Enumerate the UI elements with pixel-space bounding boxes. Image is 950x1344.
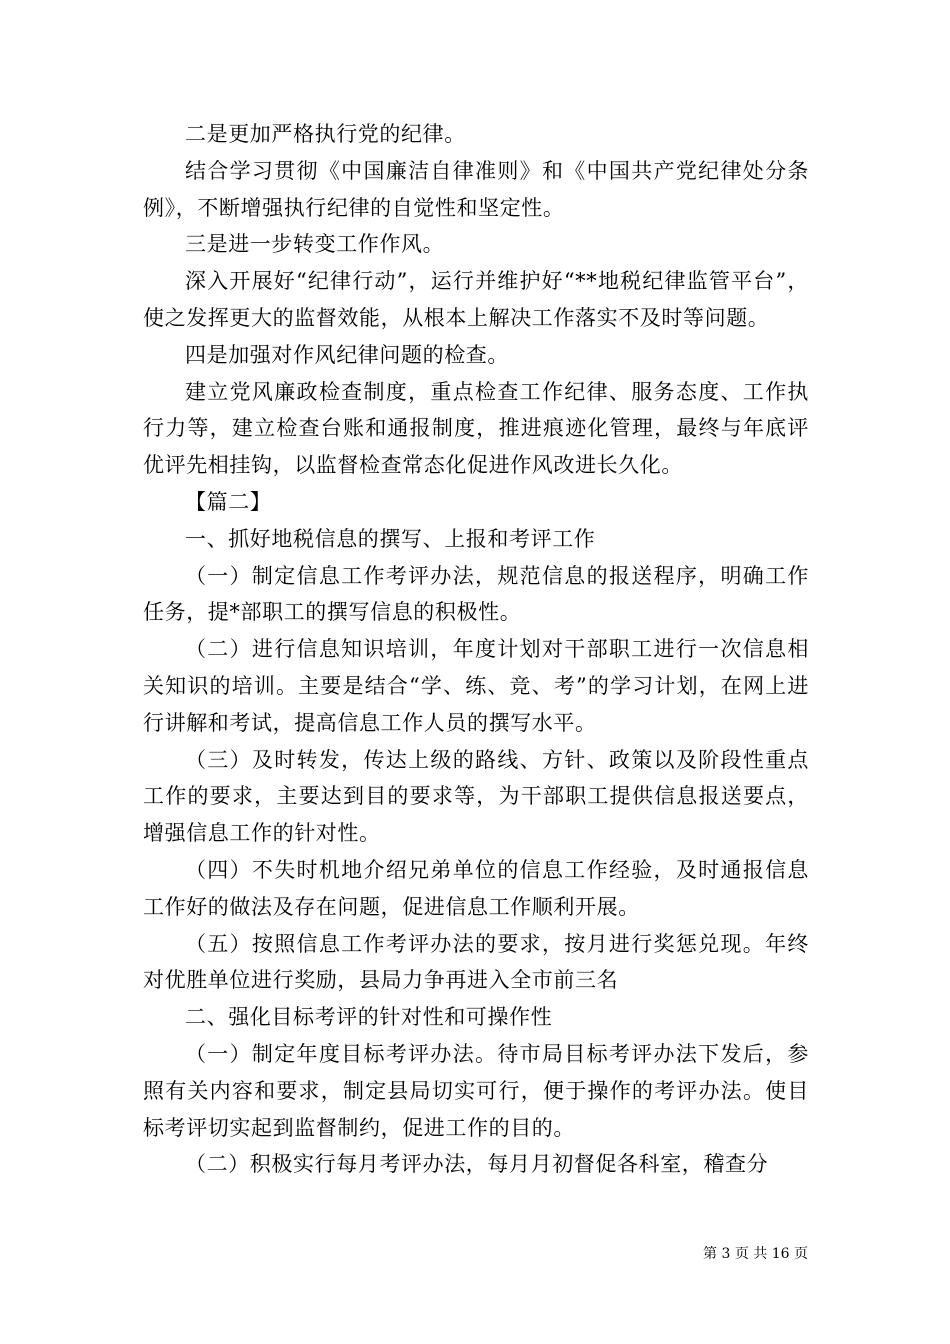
section-heading: 【篇二】 [185,489,272,514]
page-number-footer: 第 3 页 共 16 页 [703,1246,808,1262]
paragraph: （四）不失时机地介绍兄弟单位的信息工作经验，及时通报信息工作好的做法及存在问题，促进信息工作顺利开展。 [143,857,809,919]
paragraph: 三是进一步转变工作作风。 [185,232,445,257]
document-body [143,116,809,1183]
paragraph: 结合学习贯彻《中国廉洁自律准则》和《中国共产党纪律处分条例》，不断增强执行纪律的自觉性和坚定性。 [143,158,809,220]
paragraph: （一）制定年度目标考评办法。待市局目标考评办法下发后，参照有关内容和要求，制定县局切实可行，便于操作的考评办法。使目标考评切实起到监督制约，促进工作的目的。 [143,1041,809,1140]
paragraph: 深入开展好“纪律行动”，运行并维护好“**地税纪律监管平台”，使之发挥更大的监督效能，从根本上解决工作落实不及时等问题。 [143,269,809,330]
paragraph: 四是加强对作风纪律问题的检查。 [185,342,509,367]
paragraph: 二是更加严格执行党的纪律。 [185,122,466,146]
paragraph: 建立党风廉政检查制度，重点检查工作纪律、服务态度、工作执行力等，建立检查台账和通报制度，推进痕迹化管理，最终与年底评优评先相挂钩，以监督检查常态化促进作风改进长久化。 [143,379,809,478]
subsection-heading: 二、强化目标考评的针对性和可操作性 [185,1005,553,1030]
subsection-heading: 一、抓好地税信息的撰写、上报和考评工作 [185,526,596,551]
paragraph: （五）按照信息工作考评办法的要求，按月进行奖惩兑现。年终对优胜单位进行奖励，县局力争再进入全市前三名 [143,931,809,993]
paragraph: （一）制定信息工作考评办法，规范信息的报送程序，明确工作任务，提*部职工的撰写信息的积极性。 [143,563,809,625]
paragraph: （二）积极实行每月考评办法，每月月初督促各科室，稽查分 [185,1152,769,1177]
paragraph: （二）进行信息知识培训，年度计划对干部职工进行一次信息相关知识的培训。主要是结合“学、练、竞、考”的学习计划，在网上进行讲解和考试，提高信息工作人员的撰写水平。 [143,637,809,735]
paragraph: （三）及时转发，传达上级的路线、方针、政策以及阶段性重点工作的要求，主要达到目的要求等，为干部职工提供信息报送要点，增强信息工作的针对性。 [143,747,809,846]
